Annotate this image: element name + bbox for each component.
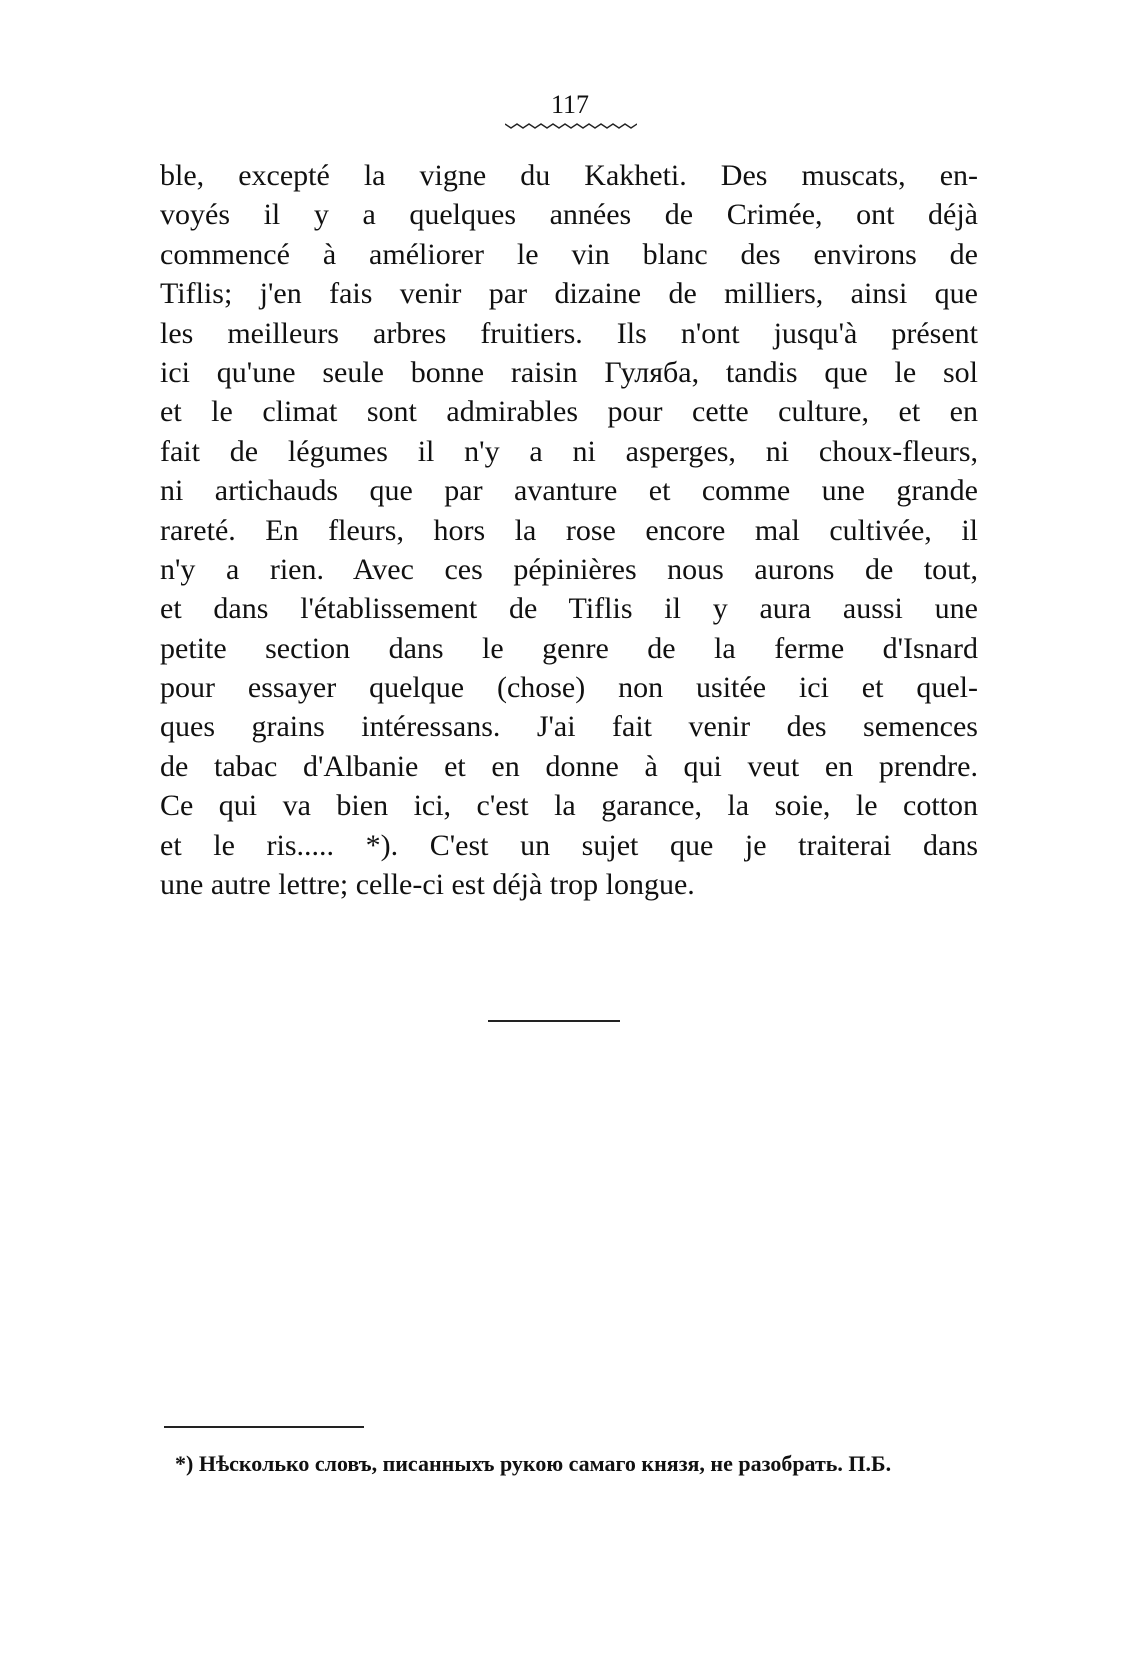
text-line: Tiflis; j'en fais venir par dizaine de milliers, ainsi que <box>160 277 978 311</box>
text-line: ques grains intéressans. J'ai fait venir des semences <box>160 710 978 744</box>
text-line: voyés il y a quelques années de Crimée, ont déjà <box>160 198 978 232</box>
text-line: de tabac d'Albanie et en donne à qui veut en prendre. <box>160 749 978 783</box>
text-line: n'y a rien. Avec ces pépinières nous aurons de tout, <box>160 552 978 586</box>
text-line: fait de légumes il n'y a ni asperges, ni choux-fleurs, <box>160 434 978 468</box>
text-line: pour essayer quelque (chose) non usitée ici et quel- <box>160 671 978 705</box>
footnote-divider <box>164 1426 364 1428</box>
text-line: rareté. En fleurs, hors la rose encore mal cultivée, il <box>160 513 978 547</box>
text-line: ici qu'une seule bonne raisin Гуляба, tandis que le sol <box>160 355 978 389</box>
text-line: une autre lettre; celle-ci est déjà trop longue. <box>160 868 695 902</box>
text-line: commencé à améliorer le vin blanc des environs de <box>160 237 978 271</box>
footnote: *) Нѣсколько словъ, писанныхъ рукою самаго князя, не разобрать. П.Б. <box>175 1451 892 1476</box>
text-line: et le climat sont admirables pour cette culture, et en <box>160 395 978 429</box>
text-line: ble, excepté la vigne du Kakheti. Des muscats, en- <box>160 159 978 192</box>
text-line: ni artichauds que par avanture et comme une grande <box>160 474 978 508</box>
text-line: petite section dans le genre de la ferme d'Isnard <box>160 631 978 665</box>
text-line: les meilleurs arbres fruitiers. Ils n'ont jusqu'à présent <box>160 316 978 350</box>
text-line: et dans l'établissement de Tiflis il y aura aussi une <box>160 592 978 626</box>
page-number: 117 <box>550 90 590 119</box>
section-divider <box>488 1020 620 1022</box>
text-line: Ce qui va bien ici, c'est la garance, la soie, le cotton <box>160 789 978 823</box>
text-line: et le ris..... *). C'est un sujet que je traiterai dans <box>160 828 978 862</box>
page-number-ornament <box>505 122 637 130</box>
letter-text <box>160 156 978 904</box>
